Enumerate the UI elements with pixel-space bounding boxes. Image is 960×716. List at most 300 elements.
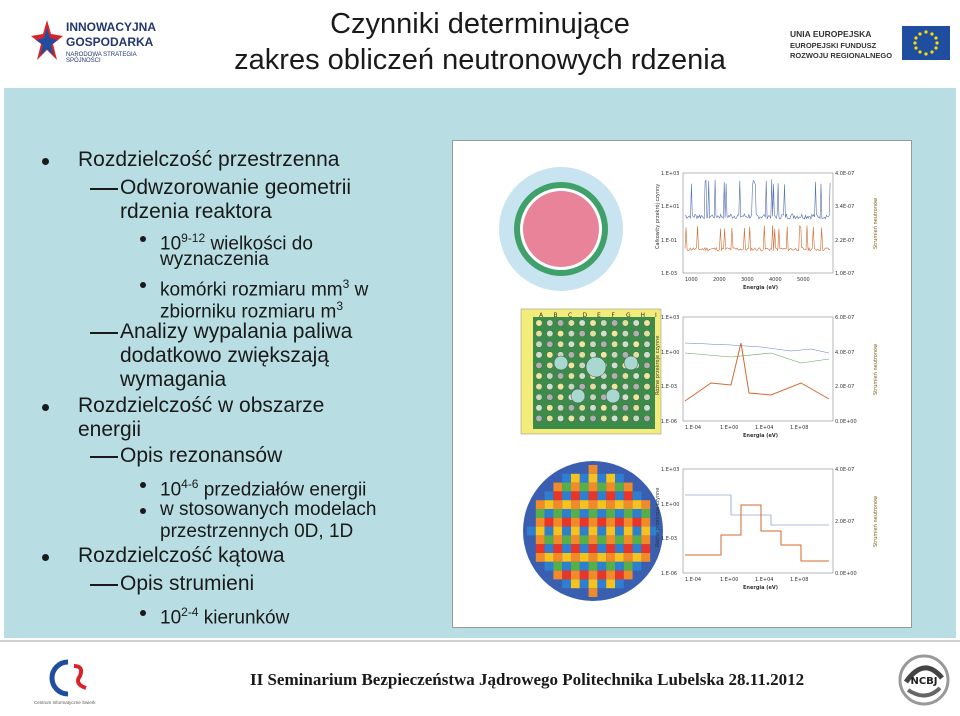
core-assembly: [633, 535, 642, 544]
core-assembly: [545, 544, 554, 553]
core-assembly: [633, 527, 642, 536]
core-assembly: [589, 500, 598, 509]
assembly-pin: [633, 373, 639, 379]
core-assembly: [589, 535, 598, 544]
assembly-pin: [579, 341, 585, 347]
cis-logo-caption: Centrum Informatyczne Świerk: [34, 700, 96, 705]
plot-label: 6.0E-07: [835, 315, 855, 321]
core-assembly: [553, 553, 562, 562]
ncbj-logo-icon: [896, 652, 952, 708]
bullet-dot: [42, 158, 49, 165]
core-assembly: [615, 483, 624, 492]
core-assembly: [597, 571, 606, 580]
core-assembly: [624, 483, 633, 492]
assembly-pin: [644, 415, 650, 421]
assembly-pin: [633, 394, 639, 400]
core-assembly: [633, 544, 642, 553]
plot-label: 4000: [769, 277, 782, 283]
core-assembly: [641, 553, 650, 562]
core-assembly: [589, 483, 598, 492]
exponent: 2-4: [181, 605, 199, 619]
core-assembly: [589, 579, 598, 588]
grid-letter: B: [553, 312, 558, 319]
guide-tube: [624, 356, 638, 370]
core-assembly: [553, 509, 562, 518]
core-assembly: [615, 571, 624, 580]
directions-line: [160, 600, 289, 630]
plot-label: 1.E-03: [661, 536, 678, 543]
assembly-pin: [622, 341, 628, 347]
bullet-energy-resolution-1: Rozdzielczość w obszarze: [78, 394, 325, 417]
burnup-line-2: dodatkowo zwiększają: [120, 344, 329, 367]
core-assembly: [589, 509, 598, 518]
assembly-pin: [568, 330, 574, 336]
plot-label: 5000: [797, 277, 810, 283]
core-assembly: [615, 518, 624, 527]
plot-label: 1.E+03: [661, 467, 680, 473]
core-assembly: [580, 491, 589, 500]
eu-line-2: EUROPEJSKI FUNDUSZ: [790, 41, 877, 50]
bullet-angular-resolution: Rozdzielczość kątowa: [78, 544, 285, 567]
assembly-pin: [590, 330, 596, 336]
grid-letter: H: [640, 312, 646, 319]
plot-label: 0.0E+00: [835, 419, 857, 425]
plot-label: 1.E+04: [755, 425, 774, 431]
plot-label: 2.2E-07: [835, 237, 855, 244]
geometry-line-1: Odwzorowanie geometrii: [120, 176, 352, 199]
core-assembly: [571, 553, 580, 562]
eu-line-3: ROZWOJU REGIONALNEGO: [790, 51, 893, 60]
core-assembly: [589, 588, 598, 597]
core-assembly: [597, 562, 606, 571]
plot-label: 1.E+04: [755, 577, 774, 583]
core-assembly: [606, 500, 615, 509]
core-assembly: [562, 509, 571, 518]
models-line-1: w stosowanych modelach: [160, 499, 377, 520]
fuel-pin-cell-image: [499, 167, 623, 291]
core-assembly: [580, 579, 589, 588]
core-assembly: [606, 527, 615, 536]
core-assembly: [536, 518, 545, 527]
text-start: zbiorniku rozmiaru m: [160, 301, 337, 323]
core-assembly: [606, 544, 615, 553]
sub-bullet-dot: [140, 236, 146, 242]
plot-label: 1.E+03: [661, 171, 680, 177]
bullet-dot: [42, 404, 49, 411]
core-assembly: [553, 500, 562, 509]
core-assembly: [606, 509, 615, 518]
bullet-spatial-resolution: Rozdzielczość przestrzenna: [78, 148, 340, 171]
plot-label: 1.E-06: [661, 571, 678, 577]
dash-marker: [90, 188, 118, 190]
logo-line-2: GOSPODARKA: [66, 35, 154, 49]
core-assembly: [562, 483, 571, 492]
logo-star-icon: [30, 18, 64, 64]
guide-tube: [554, 356, 568, 370]
assembly-pin: [644, 341, 650, 347]
text-start: komórki rozmiaru mm: [160, 279, 343, 301]
assembly-pin: [590, 405, 596, 411]
quantity-count-line-2: wyznaczenia: [160, 249, 269, 270]
assembly-pin: [557, 405, 563, 411]
core-assembly: [545, 562, 554, 571]
core-assembly: [553, 518, 562, 527]
plot-label: 1.E-03: [661, 271, 678, 277]
plot-label: 3000: [741, 277, 754, 283]
assembly-pin: [579, 373, 585, 379]
core-assembly: [580, 562, 589, 571]
core-assembly: [580, 474, 589, 483]
core-assembly: [597, 483, 606, 492]
eu-logo: [790, 26, 955, 66]
core-assembly: [562, 579, 571, 588]
core-assembly: [589, 571, 598, 580]
assembly-pin: [644, 352, 650, 358]
assembly-pin: [611, 405, 617, 411]
fuel-assembly-grid-image: [521, 309, 661, 434]
core-assembly: [536, 535, 545, 544]
plot-label: 1.E+08: [790, 577, 809, 583]
core-assembly: [580, 571, 589, 580]
assembly-pin: [622, 373, 628, 379]
core-assembly: [562, 571, 571, 580]
assembly-pin: [547, 383, 553, 389]
resonances-line: Opis rezonansów: [120, 444, 283, 467]
assembly-pin: [557, 383, 563, 389]
core-assembly: [580, 544, 589, 553]
plot-label: Strumień neutronów: [873, 495, 879, 547]
core-assembly: [545, 491, 554, 500]
grid-letter: E: [597, 312, 601, 319]
core-assembly: [562, 562, 571, 571]
core-assembly: [545, 500, 554, 509]
core-assembly: [597, 579, 606, 588]
assembly-pin: [590, 383, 596, 389]
assembly-pin: [622, 394, 628, 400]
assembly-pin: [557, 394, 563, 400]
assembly-pin: [568, 405, 574, 411]
sub-bullet-dot: [140, 482, 146, 488]
core-assembly: [624, 571, 633, 580]
guide-tube: [606, 389, 620, 403]
plot-label: Energia (eV): [743, 585, 779, 591]
dash-marker: [90, 584, 118, 586]
plot-2-svg: [671, 313, 871, 453]
assembly-pin: [547, 405, 553, 411]
assembly-pin: [611, 415, 617, 421]
assembly-pin: [633, 415, 639, 421]
plot-label: 1.E+08: [790, 425, 809, 431]
assembly-pin: [622, 383, 628, 389]
core-assembly: [580, 483, 589, 492]
core-assembly: [589, 474, 598, 483]
core-assembly: [597, 535, 606, 544]
core-assembly: [553, 535, 562, 544]
assembly-pin: [611, 362, 617, 368]
assembly-pin: [547, 394, 553, 400]
core-assembly: [571, 579, 580, 588]
plot-label: Całkowity przekrój czynny: [655, 183, 661, 249]
core-assembly: [571, 500, 580, 509]
core-assembly: [571, 571, 580, 580]
plot-label: 2.0E-07: [835, 384, 855, 391]
core-assembly: [597, 500, 606, 509]
core-assembly: [553, 562, 562, 571]
assembly-pin: [622, 330, 628, 336]
core-assembly: [641, 518, 650, 527]
base-ten: 10: [160, 233, 182, 255]
logo-line-3: NARODOWA STRATEGIA SPÓJNOŚCI: [66, 52, 137, 64]
core-assembly: [606, 553, 615, 562]
assembly-pin: [568, 415, 574, 421]
core-assembly: [571, 483, 580, 492]
grid-letter: I: [655, 312, 657, 319]
core-assembly: [562, 544, 571, 553]
plot-cross-sections-flux-2: [671, 465, 871, 605]
plot-label: 1.E-04: [685, 577, 702, 583]
plot-label: 1.E+00: [661, 349, 680, 356]
plot-label: Różne przekroje czynne: [655, 335, 661, 395]
plot-label: 1.E-06: [661, 419, 678, 425]
geometry-line-2: rdzenia reaktora: [120, 200, 272, 223]
core-assembly: [562, 500, 571, 509]
guide-tube: [586, 357, 606, 377]
core-assembly: [580, 518, 589, 527]
assembly-pin: [557, 415, 563, 421]
core-assembly: [571, 518, 580, 527]
core-assembly: [562, 474, 571, 483]
logo-line-1: INNOWACYJNA: [66, 20, 157, 34]
assembly-pin: [644, 373, 650, 379]
core-assembly: [606, 474, 615, 483]
core-assembly: [624, 527, 633, 536]
text-rest: w: [349, 279, 369, 301]
core-assembly: [580, 535, 589, 544]
models-line-2: przestrzennych 0D, 1D: [160, 521, 354, 542]
assembly-pin: [547, 373, 553, 379]
core-assembly: [589, 518, 598, 527]
assembly-pin: [557, 330, 563, 336]
assembly-pin: [644, 362, 650, 368]
core-assembly: [553, 527, 562, 536]
assembly-pin: [644, 394, 650, 400]
fluxes-line: Opis strumieni: [120, 572, 255, 595]
assembly-pin: [579, 383, 585, 389]
core-assembly: [562, 491, 571, 500]
core-assembly: [580, 500, 589, 509]
core-assembly: [545, 509, 554, 518]
footer-text: II Seminarium Bezpieczeństwa Jądrowego Politechnika Lubelska 28.11.2012: [250, 670, 805, 689]
plot-label: 1.E-01: [661, 237, 678, 244]
sub-bullet-dot: [140, 282, 146, 288]
assembly-pin: [536, 405, 542, 411]
plot-label: 4.0E-07: [835, 467, 855, 473]
core-assembly: [615, 527, 624, 536]
assembly-pin: [536, 373, 542, 379]
core-assembly: [536, 544, 545, 553]
guide-tube: [571, 389, 585, 403]
assembly-pin: [622, 405, 628, 411]
assembly-pin: [568, 341, 574, 347]
core-assembly: [641, 535, 650, 544]
exponent: 9-12: [181, 231, 206, 245]
core-assembly: [615, 579, 624, 588]
core-assembly: [589, 562, 598, 571]
plot-label: 1.E+00: [720, 425, 739, 431]
core-assembly: [633, 553, 642, 562]
core-assembly: [624, 562, 633, 571]
sub-bullet-dot: [140, 610, 146, 616]
plot-label: Strumień neutronów: [873, 197, 879, 249]
core-assembly: [580, 509, 589, 518]
core-assembly: [553, 544, 562, 553]
burnup-line-1: Analizy wypalania paliwa: [120, 320, 353, 343]
grid-letter: D: [582, 312, 588, 319]
assembly-pin: [547, 341, 553, 347]
core-assembly: [615, 474, 624, 483]
assembly-pin: [536, 383, 542, 389]
core-assembly: [624, 491, 633, 500]
plot-label: 4.0E-07: [835, 171, 855, 177]
assembly-pin: [633, 405, 639, 411]
figure-panel: [452, 140, 912, 628]
assembly-pin: [611, 341, 617, 347]
assembly-pin: [536, 341, 542, 347]
assembly-pin: [568, 383, 574, 389]
core-assembly: [606, 535, 615, 544]
exponent: 3: [342, 277, 350, 291]
core-assembly: [571, 527, 580, 536]
sub-bullet-dot: [140, 508, 146, 514]
core-assembly: [562, 535, 571, 544]
assembly-pin: [579, 362, 585, 368]
assembly-pin: [633, 330, 639, 336]
plot-label: 1.E+03: [661, 315, 680, 321]
core-assembly: [597, 518, 606, 527]
core-assembly: [562, 527, 571, 536]
assembly-pin: [633, 341, 639, 347]
core-assembly: [606, 491, 615, 500]
core-assembly: [597, 474, 606, 483]
assembly-pin: [536, 394, 542, 400]
plot-label: 3.4E-07: [835, 204, 855, 211]
core-assembly: [597, 527, 606, 536]
assembly-pin: [590, 341, 596, 347]
page-title: [170, 6, 790, 78]
exponent: 4-6: [181, 477, 199, 491]
assembly-pin: [536, 362, 542, 368]
exponent: 3: [336, 299, 344, 313]
core-assembly: [545, 527, 554, 536]
assembly-pin: [579, 352, 585, 358]
assembly-pin: [644, 383, 650, 389]
core-assembly: [589, 527, 598, 536]
assembly-pin: [601, 415, 607, 421]
grid-letter: G: [626, 312, 631, 319]
core-assembly: [606, 579, 615, 588]
plot-label: 1.E+01: [661, 204, 680, 211]
assembly-pin: [590, 415, 596, 421]
cis-logo-icon: [40, 656, 100, 702]
assembly-pin: [579, 415, 585, 421]
assembly-pin: [568, 352, 574, 358]
assembly-pin: [611, 352, 617, 358]
core-assembly: [571, 544, 580, 553]
core-assembly: [536, 500, 545, 509]
core-assembly: [589, 465, 598, 474]
assembly-pin: [536, 415, 542, 421]
assembly-pin: [547, 362, 553, 368]
core-assembly: [536, 527, 545, 536]
assembly-pin: [568, 362, 574, 368]
core-assembly: [615, 509, 624, 518]
footer-divider: [0, 640, 960, 642]
assembly-pin: [601, 341, 607, 347]
assembly-pin: [611, 373, 617, 379]
assembly-pin: [601, 383, 607, 389]
core-assembly: [597, 509, 606, 518]
plot-label: 1.E-04: [685, 425, 702, 431]
core-assembly: [624, 518, 633, 527]
plot-cross-sections-flux-1: [671, 313, 871, 453]
core-assembly: [589, 553, 598, 562]
core-assembly: [571, 509, 580, 518]
assembly-pin: [611, 330, 617, 336]
assembly-pin: [568, 373, 574, 379]
plot-label: 1.E-03: [661, 384, 678, 391]
assembly-pin: [536, 352, 542, 358]
base-ten: 10: [160, 607, 182, 629]
bullet-dot: [42, 554, 49, 561]
core-assembly: [527, 527, 536, 536]
dash-marker: [90, 332, 118, 334]
core-assembly: [615, 500, 624, 509]
grid-letter: F: [611, 312, 615, 319]
assembly-pin: [579, 405, 585, 411]
assembly-pin: [601, 330, 607, 336]
assembly-pin: [601, 352, 607, 358]
core-assembly: [615, 491, 624, 500]
plot-label: Strumień neutronów: [873, 343, 879, 395]
assembly-pin: [557, 341, 563, 347]
core-assembly: [633, 500, 642, 509]
core-assembly: [615, 535, 624, 544]
core-assembly: [615, 544, 624, 553]
plot-label: Energia (eV): [743, 433, 779, 439]
core-assembly: [615, 562, 624, 571]
plot-label: 1.0E-07: [835, 271, 855, 277]
assembly-pin: [633, 383, 639, 389]
core-assembly: [553, 483, 562, 492]
core-assembly: [615, 553, 624, 562]
plot-label: Energia (eV): [743, 285, 779, 291]
core-assembly: [641, 509, 650, 518]
plot-label: 1000: [685, 277, 698, 283]
plot-label: 2.0E-07: [835, 519, 855, 525]
burnup-line-3: wymagania: [120, 368, 227, 391]
core-assembly: [624, 500, 633, 509]
core-assembly: [624, 544, 633, 553]
core-assembly: [545, 535, 554, 544]
plot-label: 1.E+00: [661, 501, 680, 508]
core-assembly: [571, 562, 580, 571]
core-assembly: [597, 544, 606, 553]
assembly-pin: [622, 415, 628, 421]
core-assembly: [597, 553, 606, 562]
core-assembly: [580, 527, 589, 536]
core-assembly: [553, 491, 562, 500]
core-assembly: [633, 518, 642, 527]
